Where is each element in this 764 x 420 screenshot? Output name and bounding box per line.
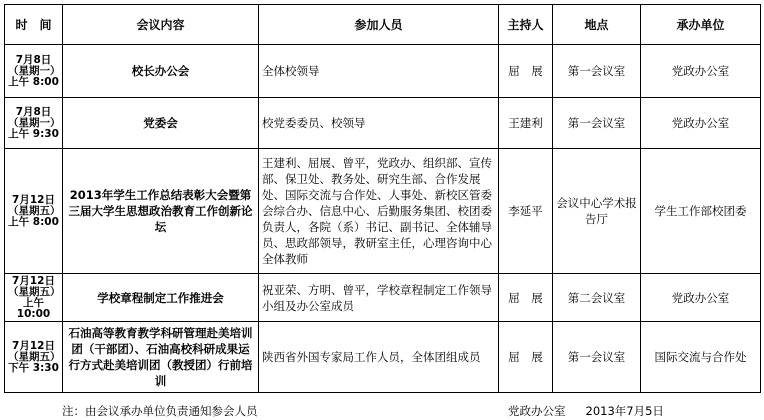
participants-cell: 全体校领导: [259, 45, 499, 98]
topic-cell: 2013年学生工作总结表彰大会暨第三届大学生思想政治教育工作创新论坛: [63, 149, 259, 274]
signer: 党政办公室: [508, 404, 566, 418]
time-cell: [5, 149, 63, 274]
header-host: 主持人: [499, 5, 553, 45]
header-topic: 会议内容: [63, 5, 259, 45]
place-cell: 第一会议室: [553, 45, 641, 98]
organizer-cell: 国际交流与合作处: [641, 322, 761, 393]
organizer-cell: 学生工作部校团委: [641, 149, 761, 274]
time-cell: [5, 274, 63, 322]
table-row: [5, 274, 761, 322]
participants-cell: 祝亚荣、方明、曾平，学校章程制定工作领导小组及办公室成员: [259, 274, 499, 322]
topic-cell: 学校章程制定工作推进会: [63, 274, 259, 322]
table-row: [5, 322, 761, 393]
meeting-schedule-table: [4, 4, 761, 393]
time-weekday: （星期一）: [8, 64, 61, 77]
table-row: [5, 45, 761, 98]
time-date: 7月12日: [12, 274, 55, 287]
topic-cell: 石油高等教育教学科研管理赴美培训团（干部团）、石油高校科研成果运行方式赴美培训团（教授团）行前培训: [63, 322, 259, 393]
header-row: [5, 5, 761, 45]
table-row: [5, 149, 761, 274]
topic-cell: 党委会: [63, 98, 259, 149]
header-participants: 参加人员: [259, 5, 499, 45]
host-cell: 屈 展: [499, 274, 553, 322]
place-cell: 第一会议室: [553, 98, 641, 149]
topic-cell: 校长办公会: [63, 45, 259, 98]
host-cell: 李延平: [499, 149, 553, 274]
time-hour: 上午 9:30: [8, 127, 59, 140]
time-date: 7月12日: [12, 339, 55, 352]
time-date: 7月12日: [12, 193, 55, 206]
sign-date: 2013年7月5日: [585, 404, 664, 418]
time-hour: 下午 3:30: [8, 361, 59, 374]
participants-cell: 校党委委员、校领导: [259, 98, 499, 149]
footnote: 注：由会议承办单位负责通知参会人员: [62, 404, 258, 418]
organizer-cell: 党政办公室: [641, 98, 761, 149]
time-hour: 上午 8:00: [8, 75, 59, 88]
table-row: [5, 98, 761, 149]
place-cell: 第二会议室: [553, 274, 641, 322]
place-cell: 第一会议室: [553, 322, 641, 393]
time-date: 7月8日: [15, 105, 52, 118]
organizer-cell: 党政办公室: [641, 45, 761, 98]
header-organizer: 承办单位: [641, 5, 761, 45]
time-date: 7月8日: [15, 53, 52, 66]
time-weekday: （星期五）: [8, 350, 61, 363]
header-time: 时 间: [5, 5, 63, 45]
time-weekday: （星期一）: [8, 116, 61, 129]
place-cell: 会议中心学术报告厅: [553, 149, 641, 274]
time-cell: [5, 45, 63, 98]
host-cell: 王建利: [499, 98, 553, 149]
header-place: 地点: [553, 5, 641, 45]
time-weekday: （星期五）: [8, 204, 61, 217]
host-cell: 屈 展: [499, 45, 553, 98]
time-hour: 上午 8:00: [8, 215, 59, 228]
time-cell: [5, 322, 63, 393]
time-weekday: （星期五）: [8, 285, 61, 298]
participants-cell: 陕西省外国专家局工作人员，全体团组成员: [259, 322, 499, 393]
host-cell: 屈 展: [499, 322, 553, 393]
time-cell: [5, 98, 63, 149]
signature-block: [508, 403, 664, 419]
participants-cell: 王建利、屈展、曾平，党政办、组织部、宣传部、保卫处、教务处、研究生部、合作发展处、国际交流与合作处、人事处、新校区管委会综合办、信息中心、后勤服务集团、校团委负责人，各院（系）书记、副书记、全体辅导员、思政部领导，教研室主任，心理咨询中心全体教师: [259, 149, 499, 274]
time-hour: 上午 10:00: [16, 296, 51, 320]
organizer-cell: 党政办公室: [641, 274, 761, 322]
